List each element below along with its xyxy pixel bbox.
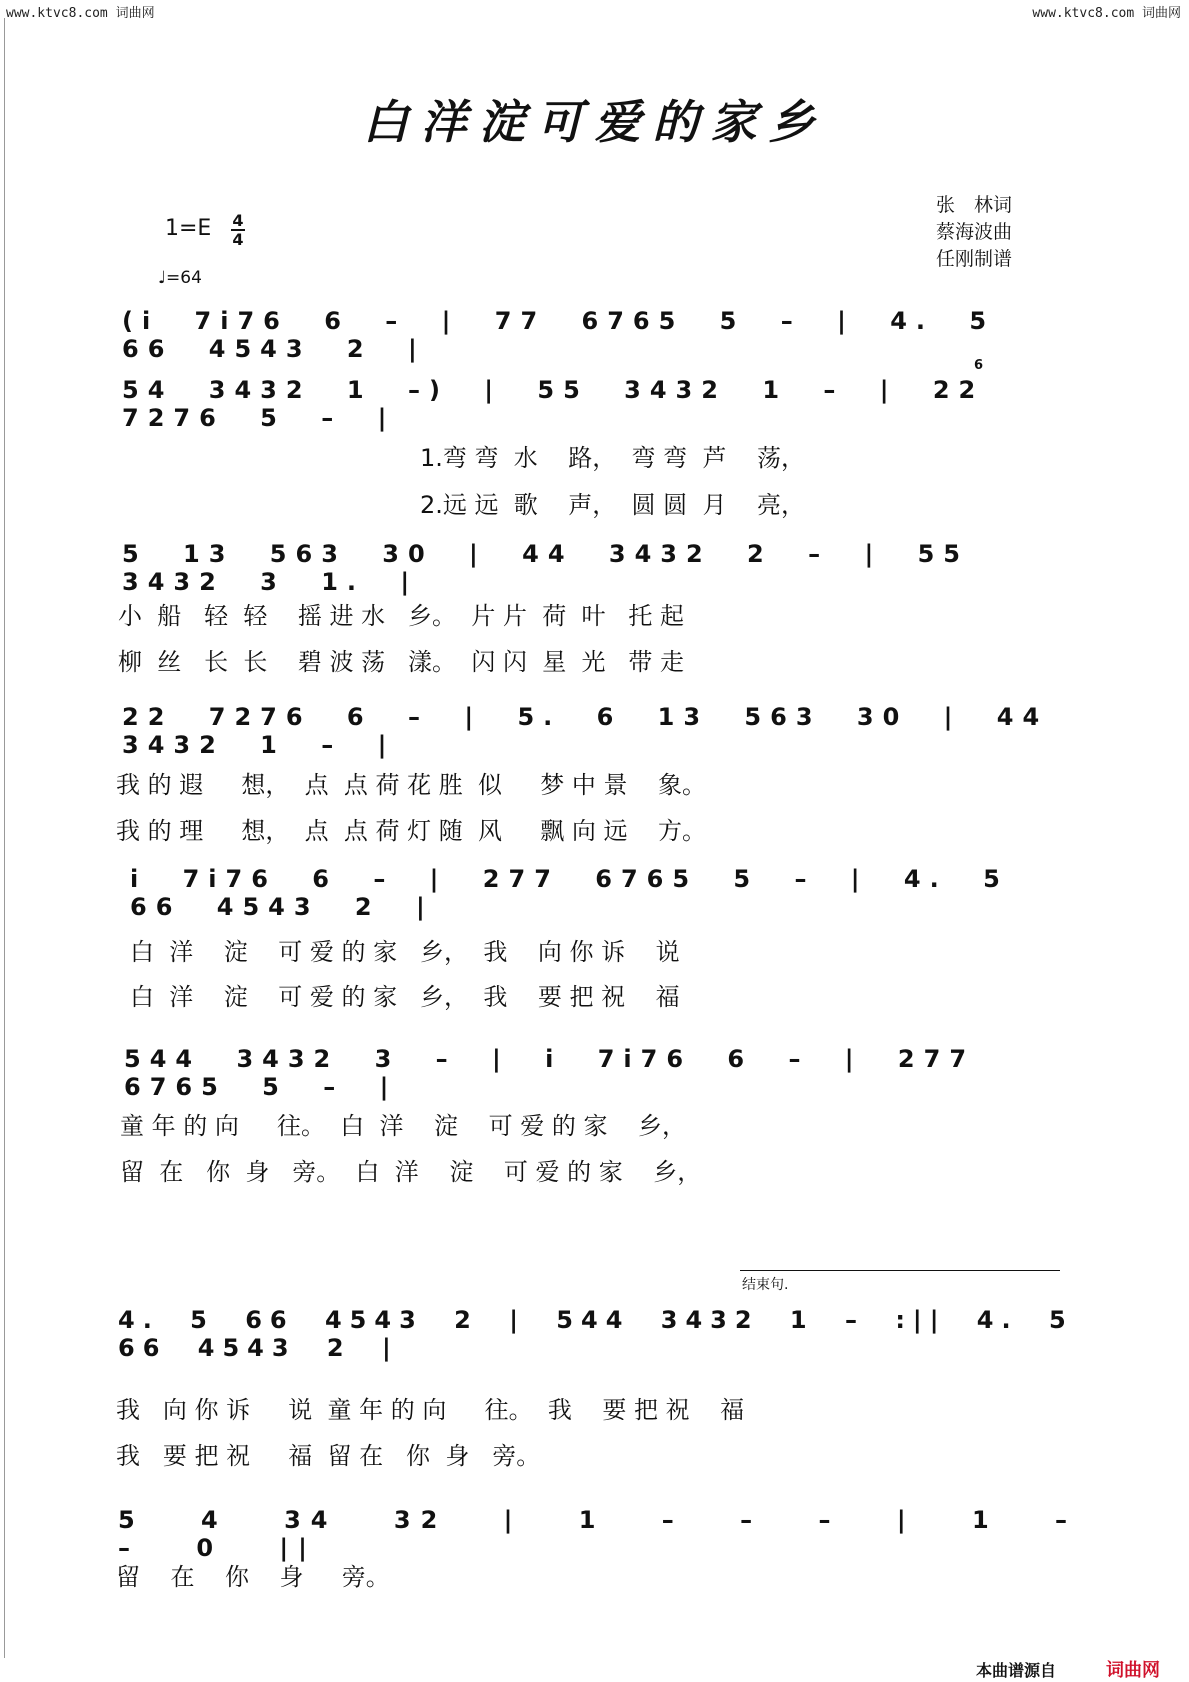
lyric-row-7b: 我 要 把 祝 福 留 在 你 身 旁。: [116, 1442, 541, 1470]
score-row-7-notes: 4. 5 66 4543 2 | 544 3432 1 – :|| 4. 5 66 4543 2 |: [118, 1306, 1074, 1362]
transcriber-credit: 任刚制谱: [936, 248, 1013, 270]
lyric-row-2a: 1.弯 弯 水 路， 弯 弯 芦 荡，: [420, 444, 805, 472]
score-row-3: [122, 540, 1072, 596]
key-signature: 1=E: [165, 216, 212, 241]
time-sig-top: 4: [232, 211, 244, 230]
lyricist-credit: 张 林词: [936, 194, 1013, 216]
lyric-row-3b: 柳 丝 长 长 碧 波 荡 漾。 闪 闪 星 光 带 走: [118, 648, 684, 676]
score-row-1: [122, 307, 1072, 363]
score-row-2-notes: 54 3432 1 –) | 55 3432 1 – | 22 7276 5 – |: [122, 376, 985, 432]
lyric-row-2b: 2.远 远 歌 声， 圆 圆 月 亮，: [420, 491, 805, 519]
lyric-row-5a: 白 洋 淀 可 爱 的 家 乡， 我 向 你 诉 说: [130, 938, 680, 966]
score-row-7: [118, 1306, 1078, 1362]
score-row-5-notes: i 7i76 6 – | 277 6765 5 – | 4. 5 66 4543 2 |: [130, 865, 1009, 921]
grace-note: 6: [974, 358, 984, 373]
lyric-row-5b: 白 洋 淀 可 爱 的 家 乡， 我 要 把 祝 福: [130, 983, 680, 1011]
score-row-3-notes: 5 13 563 30 | 44 3432 2 – | 55 3432 3 1. |: [122, 540, 969, 596]
time-sig-bottom: 4: [232, 230, 244, 249]
lyric-row-4b: 我 的 理 想， 点 点 荷 灯 随 风 飘 向 远 方。: [116, 817, 706, 845]
footer-source: 本曲谱源自: [976, 1661, 1057, 1680]
tempo-marking: ♩=64: [158, 268, 202, 288]
composer-credit: 蔡海波曲: [936, 221, 1013, 243]
ending-bracket: [740, 1270, 1060, 1271]
lyric-row-6b: 留 在 你 身 旁。 白 洋 淀 可 爱 的 家 乡，: [120, 1158, 702, 1186]
score-row-8: [118, 1506, 1078, 1562]
score-row-5: [130, 865, 1080, 921]
footer-brand-logo[interactable]: 词曲网: [1106, 1660, 1160, 1681]
score-row-6-notes: 544 3432 3 – | i 7i76 6 – | 277 6765 5 – |: [124, 1045, 976, 1101]
score-row-8-notes: 5 4 34 32 | 1 – – – | 1 – – 0 ||: [118, 1506, 1078, 1562]
lyric-row-8a: 留 在 你 身 旁。: [116, 1563, 390, 1591]
lyric-row-4a: 我 的 遐 想， 点 点 荷 花 胜 似 梦 中 景 象。: [116, 771, 706, 799]
site-watermark-right: www.ktvc8.com 词曲网: [1032, 6, 1181, 21]
site-watermark-left: www.ktvc8.com 词曲网: [6, 6, 155, 21]
lyric-row-7a: 我 向 你 诉 说 童 年 的 向 往。 我 要 把 祝 福: [116, 1396, 745, 1424]
ending-label: 结束句.: [742, 1277, 789, 1293]
score-row-1-notes: (i 7i76 6 – | 77 6765 5 – | 4. 5 66 4543 2 |: [122, 307, 996, 363]
score-row-4: [122, 703, 1072, 759]
score-row-6: [124, 1045, 1074, 1101]
song-title: 白洋淀可爱的家乡: [362, 95, 827, 149]
score-row-2: [122, 358, 1072, 432]
score-row-4-notes: 22 7276 6 – | 5. 6 13 563 30 | 44 3432 1 – |: [122, 703, 1049, 759]
time-signature: [231, 212, 245, 248]
page-border: [4, 18, 5, 1658]
lyric-row-3a: 小 船 轻 轻 摇 进 水 乡。 片 片 荷 叶 托 起: [118, 602, 684, 630]
lyric-row-6a: 童 年 的 向 往。 白 洋 淀 可 爱 的 家 乡，: [120, 1112, 686, 1140]
